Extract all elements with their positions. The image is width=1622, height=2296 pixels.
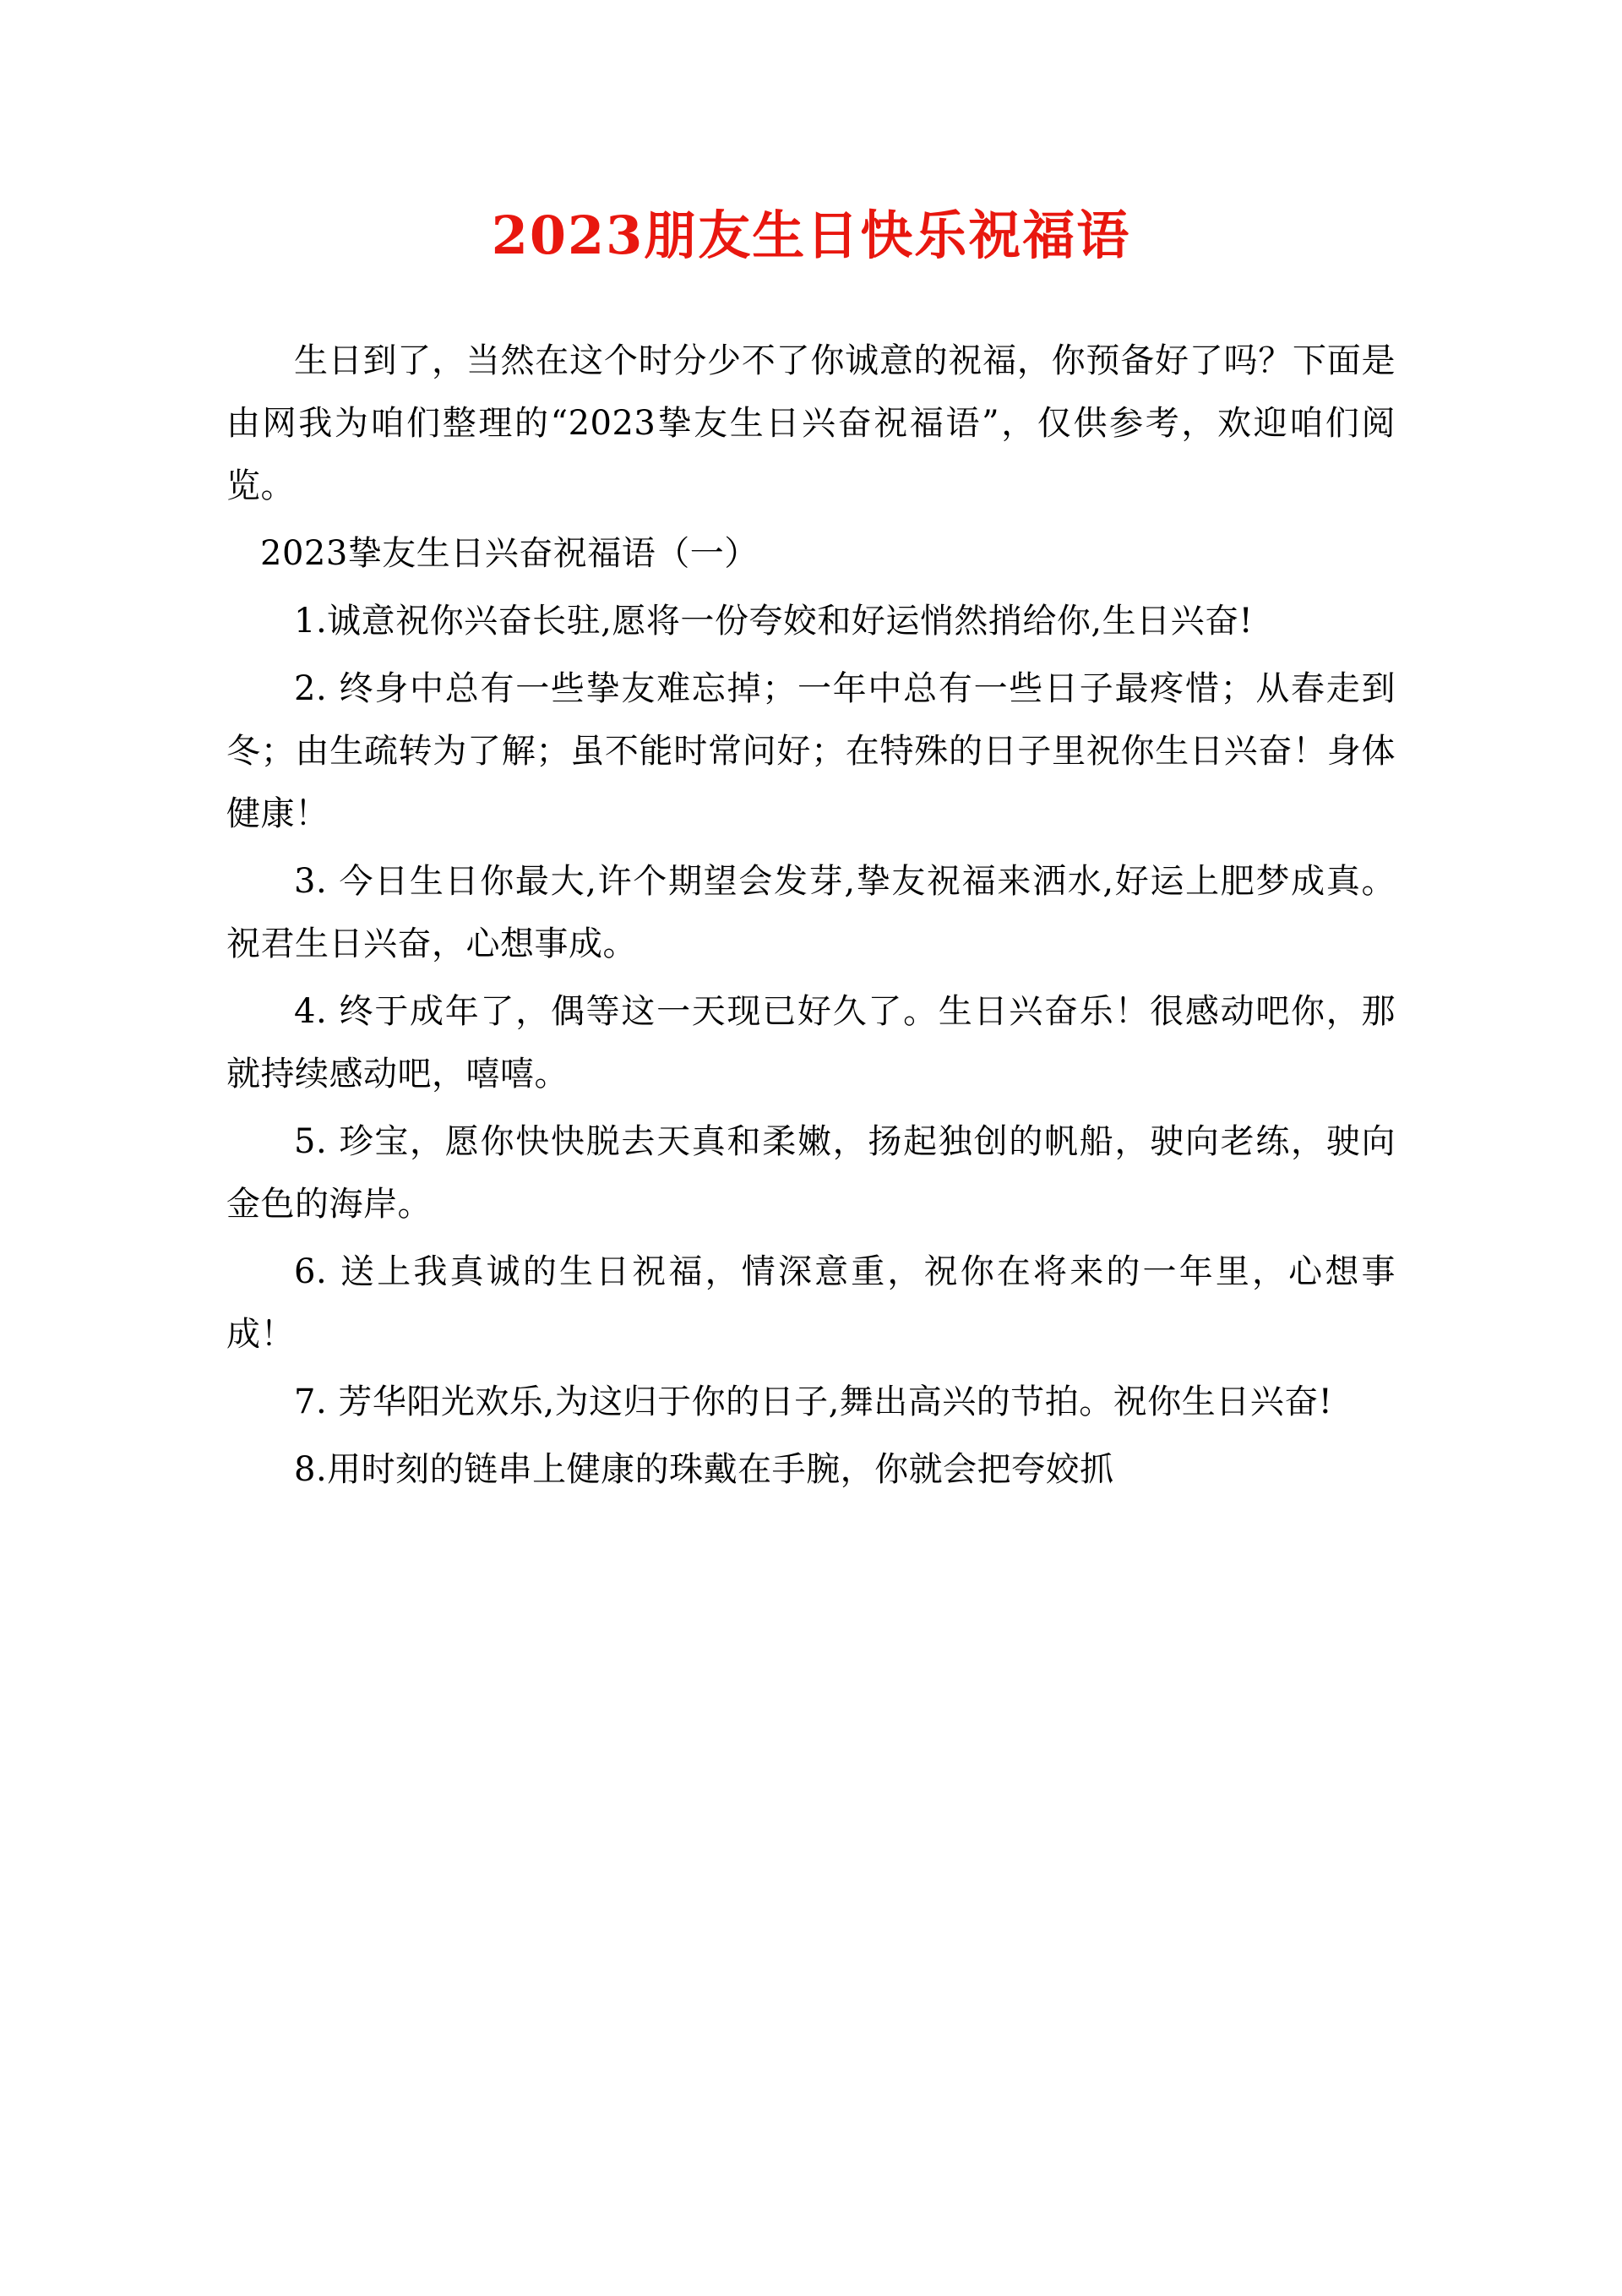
paragraph-item-8: 8.用时刻的链串上健康的珠戴在手腕，你就会把夸姣抓 bbox=[294, 1449, 1114, 1489]
paragraph-item-7: 7. 芳华阳光欢乐,为这归于你的日子,舞出高兴的节拍。祝你生日兴奋! bbox=[294, 1382, 1333, 1421]
paragraph-item-6: 6. 送上我真诚的生日祝福，情深意重，祝你在将来的一年里，心想事成！ bbox=[226, 1252, 1396, 1354]
paragraph-section-heading: 2023挚友生日兴奋祝福语（一） bbox=[260, 533, 759, 573]
paragraph-item-5: 5. 珍宝，愿你快快脱去天真和柔嫩，扬起独创的帆船，驶向老练，驶向金色的海岸。 bbox=[226, 1121, 1396, 1224]
paragraph-intro: 生日到了，当然在这个时分少不了你诚意的祝福，你预备好了吗？下面是由网我为咱们整理的“2023挚友生日兴奋祝福语”，仅供参考，欢迎咱们阅览。 bbox=[226, 341, 1396, 505]
paragraph-item-3: 3. 今日生日你最大,许个期望会发芽,挚友祝福来洒水,好运上肥梦成真。祝君生日兴奋，心想事成。 bbox=[226, 861, 1396, 963]
page-title: 2023朋友生日快乐祝福语 bbox=[491, 205, 1131, 266]
paragraph-item-4: 4. 终于成年了，偶等这一天现已好久了。生日兴奋乐！很感动吧你，那就持续感动吧，嘻嘻。 bbox=[226, 991, 1396, 1093]
paragraph-item-1: 1.诚意祝你兴奋长驻,愿将一份夸姣和好运悄然捎给你,生日兴奋! bbox=[294, 601, 1254, 641]
paragraph-item-2: 2. 终身中总有一些挚友难忘掉；一年中总有一些日子最疼惜；从春走到冬；由生疏转为了解；虽不能时常问好；在特殊的日子里祝你生日兴奋！身体健康！ bbox=[226, 668, 1396, 833]
